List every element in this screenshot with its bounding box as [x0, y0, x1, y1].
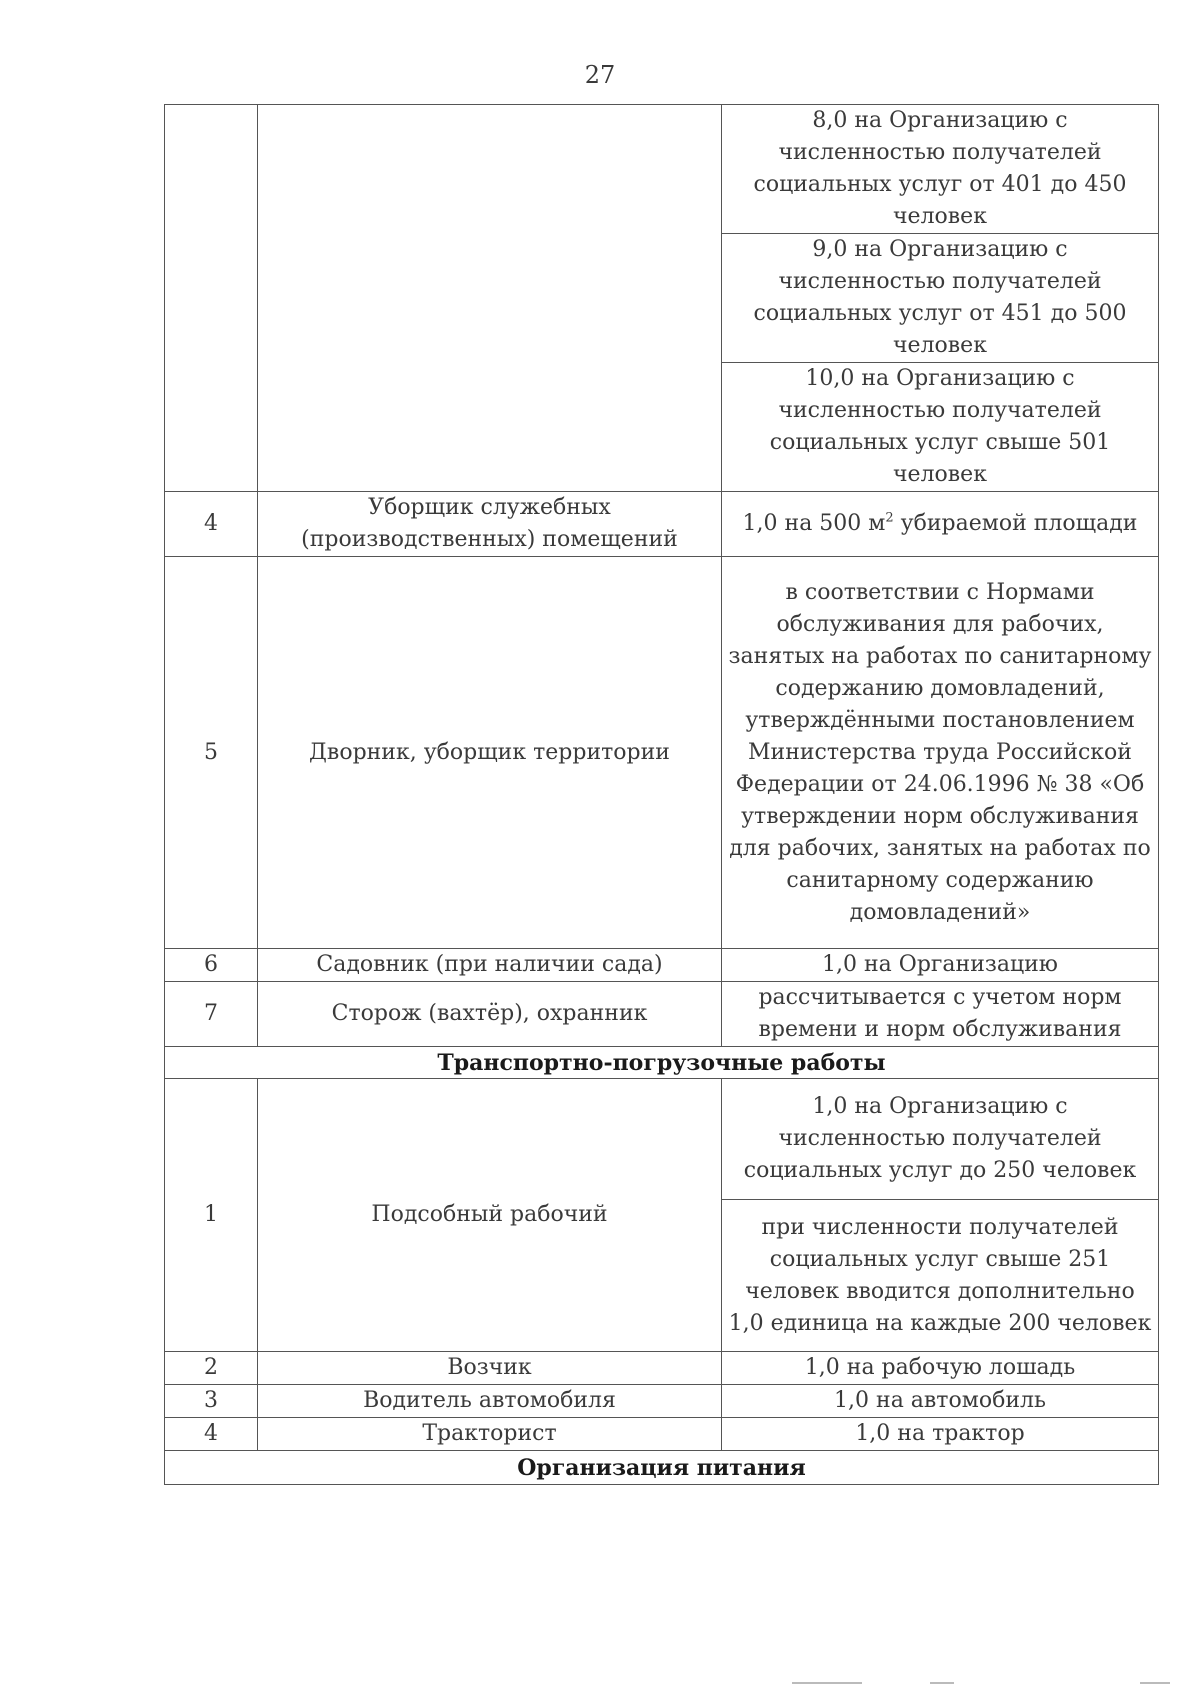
- table-row: [165, 1352, 1159, 1385]
- number-cell: 3: [165, 1385, 258, 1418]
- position-cell: Сторож (вахтёр), охранник: [258, 982, 722, 1047]
- scan-artifact: [792, 1682, 862, 1684]
- number-cell-empty: [165, 105, 258, 492]
- number-cell: 4: [165, 492, 258, 557]
- norm-cell: 1,0 на трактор: [722, 1418, 1159, 1451]
- staffing-norms-table: [164, 104, 1159, 1485]
- table-row: [165, 949, 1159, 982]
- norm-cell: 1,0 на Организацию с численностью получателей социальных услуг до 250 человек: [722, 1079, 1159, 1200]
- norm-superscript: 2: [885, 510, 894, 526]
- table-row: [165, 105, 1159, 234]
- norm-cell: при численности получателей социальных услуг свыше 251 человек вводится дополнительно 1,0 единица на каждые 200 человек: [722, 1200, 1159, 1352]
- table-row: [165, 557, 1159, 949]
- norm-text: убираемой площади: [893, 511, 1138, 536]
- norm-text: 1,0 на 500 м: [742, 511, 886, 536]
- position-cell: Дворник, уборщик территории: [258, 557, 722, 949]
- section-header-row: [165, 1451, 1159, 1485]
- position-cell: Водитель автомобиля: [258, 1385, 722, 1418]
- section-title-food: Организация питания: [165, 1451, 1159, 1485]
- table-row: [165, 982, 1159, 1047]
- page-number: 27: [584, 61, 616, 89]
- number-cell: 6: [165, 949, 258, 982]
- position-cell: Уборщик служебных (производственных) помещений: [258, 492, 722, 557]
- scan-artifact: [930, 1682, 954, 1684]
- norm-cell: 1,0 на автомобиль: [722, 1385, 1159, 1418]
- number-cell: 7: [165, 982, 258, 1047]
- position-cell: Возчик: [258, 1352, 722, 1385]
- norm-cell: в соответствии с Нормами обслуживания для рабочих, занятых на работах по санитарному содержанию домовладений, утверждёнными постановлением Министерства труда Российской Федерации от 24.06.1996 № 38 «Об утверждении норм обслуживания для рабочих, занятых на работах по санитарному содержанию домовладений»: [722, 557, 1159, 949]
- norm-cell: 1,0 на Организацию: [722, 949, 1159, 982]
- number-cell: 4: [165, 1418, 258, 1451]
- number-cell: 1: [165, 1079, 258, 1352]
- norm-cell: рассчитывается с учетом норм времени и норм обслуживания: [722, 982, 1159, 1047]
- norm-cell: [722, 492, 1159, 557]
- position-cell: Подсобный рабочий: [258, 1079, 722, 1352]
- section-title-transport: Транспортно-погрузочные работы: [165, 1047, 1159, 1079]
- section-header-row: [165, 1047, 1159, 1079]
- norm-cell: 8,0 на Организацию с численностью получателей социальных услуг от 401 до 450 человек: [722, 105, 1159, 234]
- norm-cell: 10,0 на Организацию с численностью получателей социальных услуг свыше 501 человек: [722, 363, 1159, 492]
- position-cell: Садовник (при наличии сада): [258, 949, 722, 982]
- table-row: [165, 1079, 1159, 1200]
- table-row: [165, 1418, 1159, 1451]
- table-row: [165, 492, 1159, 557]
- number-cell: 2: [165, 1352, 258, 1385]
- position-cell: Тракторист: [258, 1418, 722, 1451]
- scan-artifact: [1140, 1682, 1170, 1684]
- position-cell-empty: [258, 105, 722, 492]
- norm-cell: 9,0 на Организацию с численностью получателей социальных услуг от 451 до 500 человек: [722, 234, 1159, 363]
- norm-cell: 1,0 на рабочую лошадь: [722, 1352, 1159, 1385]
- number-cell: 5: [165, 557, 258, 949]
- table-row: [165, 1385, 1159, 1418]
